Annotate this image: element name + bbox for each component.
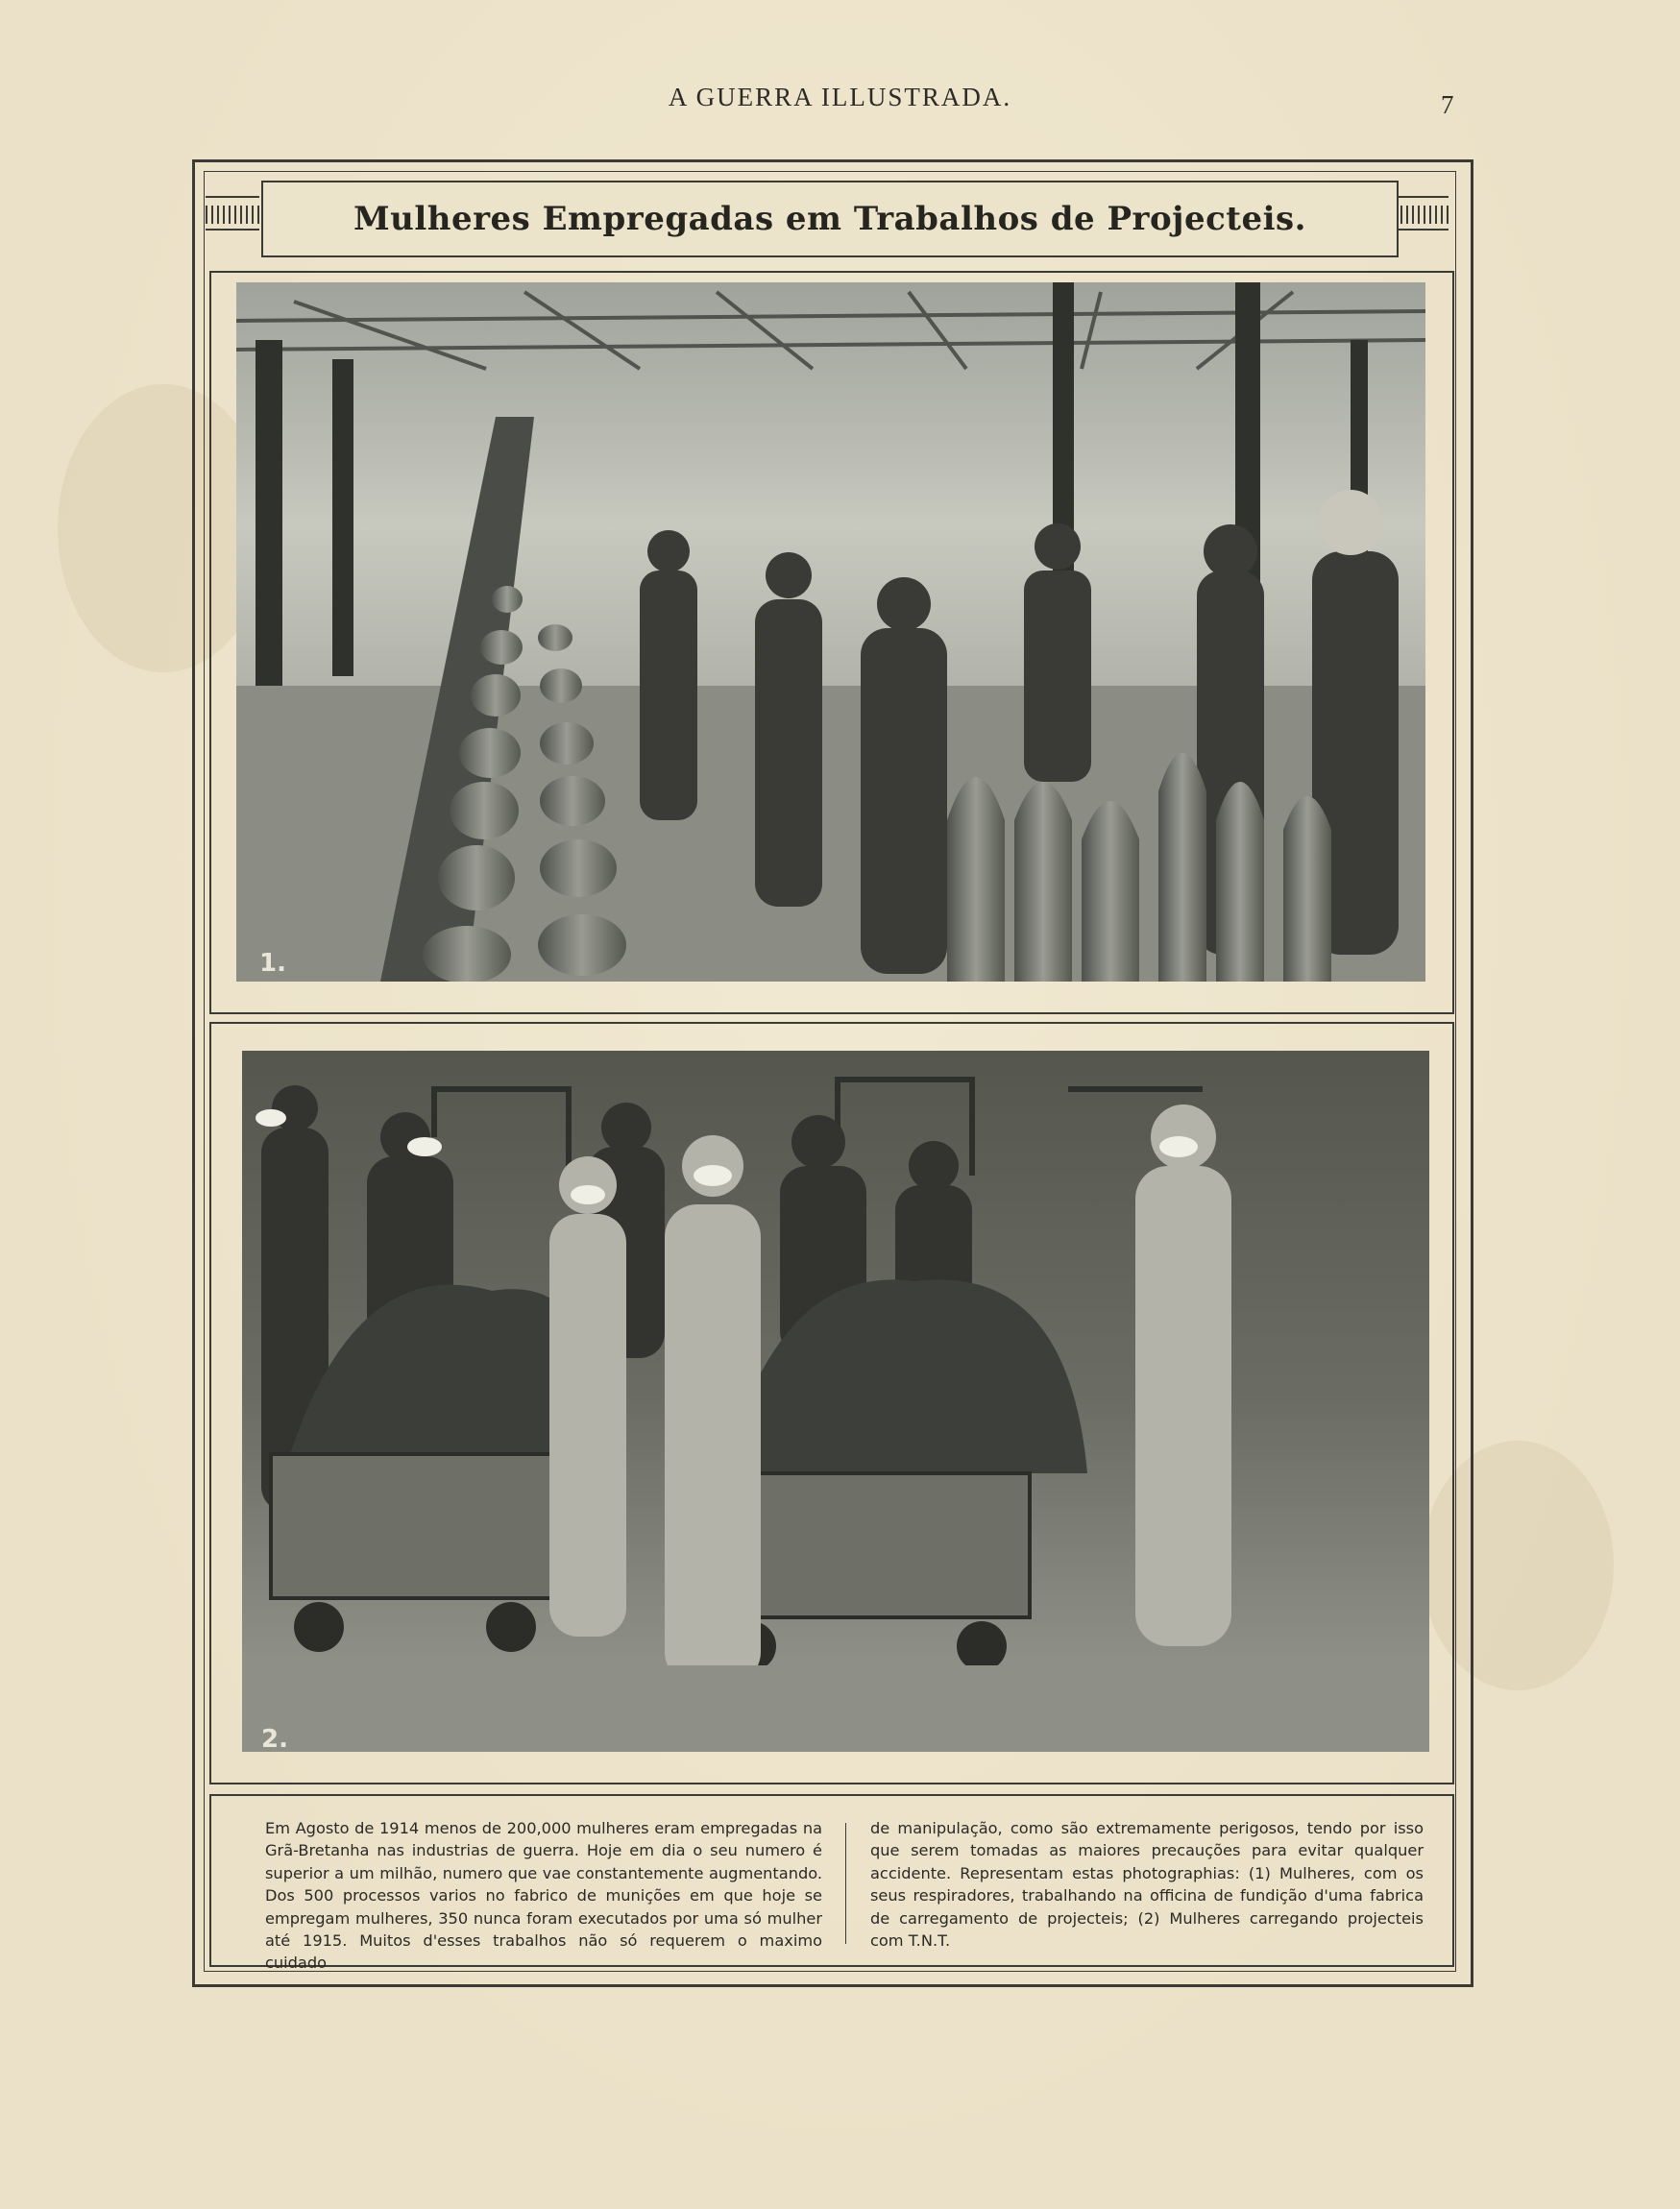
photo-2-loading-shells <box>242 1051 1429 1752</box>
caption-right-column: de manipulação, como são extremamente perigosos, tendo por isso que serem tomadas as maiores precauções para evitar qualquer accidente. Representam estas photographias: (1) Mulheres, com os seus respiradores, trabalhando na officina de fundição d'uma fabrica de carregamento de projecteis; (2) Mulheres carregando projecteis com T.N.T. <box>870 1819 1424 1951</box>
photo-1-factory-shells <box>236 282 1425 982</box>
right-ornament <box>1395 196 1449 231</box>
article-title-box <box>261 181 1399 257</box>
page-number: 7 <box>1441 90 1454 119</box>
caption-column-divider <box>845 1823 846 1944</box>
left-ornament <box>206 196 259 231</box>
photo-2-number: 2. <box>261 1725 288 1754</box>
photo-1-number: 1. <box>259 949 286 978</box>
photo-2-illustration <box>242 1051 1429 1752</box>
photo-1-illustration <box>236 282 1425 982</box>
caption-left-column: Em Agosto de 1914 menos de 200,000 mulheres eram empregadas na Grã-Bretanha nas industrias de guerra. Hoje em dia o seu numero é superior a um milhão, numero que vae constantemente augmentando. Dos 500 processos varios no fabrico de munições em que hoje se empregam mulheres, 350 nunca foram executados por uma só mulher até 1915. Muitos d'esses trabalhos não só requerem o maximo cuidado <box>265 1819 822 1973</box>
running-title: A GUERRA ILLUSTRADA. <box>668 83 1012 111</box>
article-title: Mulheres Empregadas em Trabalhos de Projecteis. <box>353 200 1307 238</box>
